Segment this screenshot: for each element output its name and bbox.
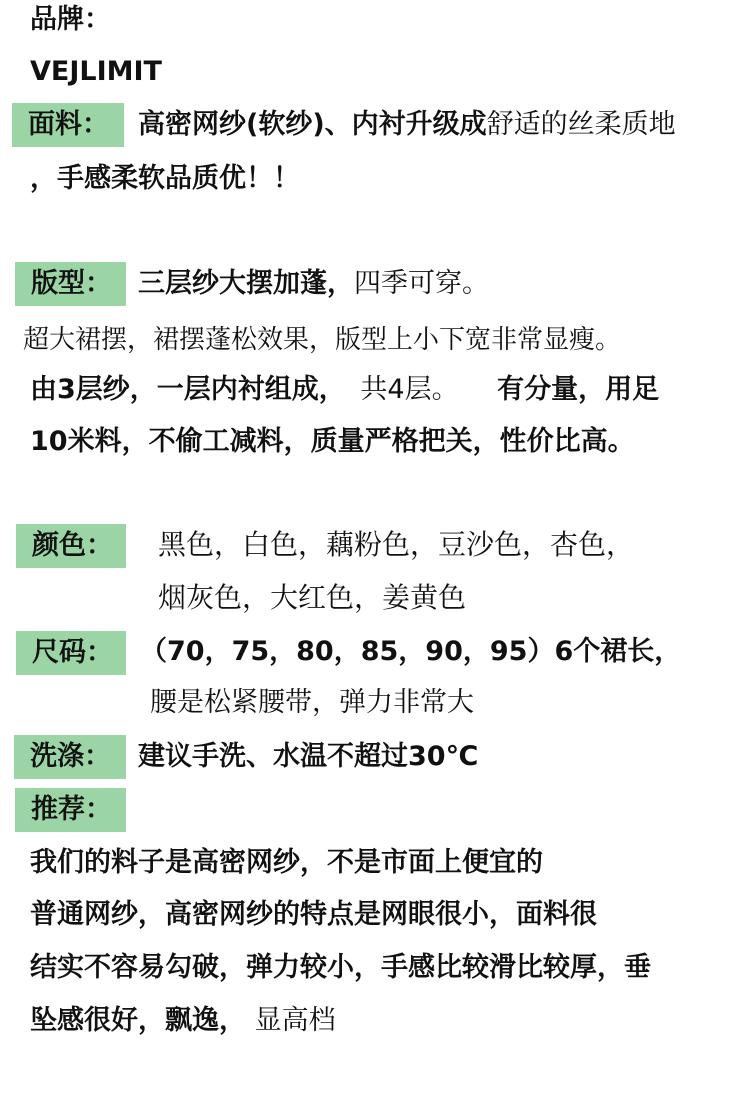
style-line-3-c: 有分量，用足 — [497, 374, 660, 405]
style-line-1-rest: 四季可穿。 — [354, 268, 489, 299]
style-line-4: 10米料，不偷工减料，质量严格把关，性价比高。 — [30, 426, 635, 457]
brand-value: VEJLIMIT — [30, 56, 162, 87]
fabric-label: 面料： — [12, 103, 124, 147]
recommend-line-4 — [30, 1004, 336, 1038]
style-label: 版型： — [15, 262, 126, 306]
color-line-2: 烟灰色，大红色，姜黄色 — [158, 581, 467, 614]
style-line-2: 超大裙摆，裙摆蓬松效果，版型上小下宽非常显瘦。 — [23, 325, 622, 355]
recommend-label: 推荐： — [15, 788, 126, 832]
brand-label: 品牌： — [30, 4, 111, 35]
style-line-3 — [30, 373, 659, 407]
recommend-line-4-bold: 坠感很好，飘逸， — [30, 1005, 246, 1036]
wash-label: 洗涤： — [14, 735, 126, 779]
style-line-1-bold: 三层纱大摆加蓬， — [138, 268, 354, 299]
color-label: 颜色： — [16, 524, 126, 568]
fabric-line-1 — [138, 108, 676, 142]
recommend-line-3: 结实不容易勾破，弹力较小，手感比较滑比较厚，垂 — [30, 952, 651, 983]
recommend-line-2: 普通网纱，高密网纱的特点是网眼很小，面料很 — [30, 899, 597, 930]
fabric-line-1-bold: 高密网纱(软纱)、内衬升级成 — [138, 109, 487, 140]
recommend-line-1: 我们的料子是高密网纱，不是市面上便宜的 — [30, 847, 543, 878]
style-line-1 — [138, 267, 489, 301]
fabric-line-1-rest: 舒适的丝柔质地 — [486, 109, 676, 140]
wash-text: 建议手洗、水温不超过30℃ — [138, 741, 479, 772]
fabric-line-2: ，手感柔软品质优！！ — [30, 163, 300, 194]
style-line-3-b: 共4层。 — [360, 374, 459, 405]
size-label: 尺码： — [16, 631, 126, 675]
color-line-1: 黑色，白色，藕粉色，豆沙色，杏色， — [158, 528, 635, 561]
recommend-line-4-rest: 显高档 — [254, 1005, 336, 1036]
style-line-3-a: 由3层纱，一层内衬组成， — [30, 374, 346, 405]
size-line-2: 腰是松紧腰带，弹力非常大 — [150, 687, 474, 718]
size-line-1: （70，75，80，85，90，95）6个裙长， — [140, 636, 682, 667]
